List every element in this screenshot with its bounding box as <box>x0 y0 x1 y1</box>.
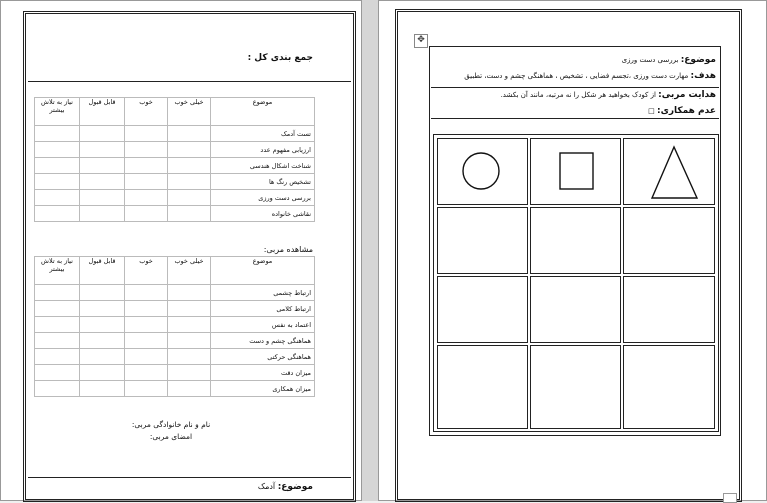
cell <box>35 126 80 142</box>
shape-cell-triangle <box>623 138 715 205</box>
summary-title: جمع بندی کل : <box>247 53 313 63</box>
cell <box>168 142 211 158</box>
col-topic: موضوع <box>211 98 315 126</box>
row-label: هماهنگی حرکتی <box>211 349 315 365</box>
cell <box>80 301 125 317</box>
table-row <box>35 126 315 142</box>
table-row <box>35 206 315 222</box>
observation-title: مشاهده مربی: <box>263 245 313 254</box>
cell <box>80 365 125 381</box>
drawing-cell[interactable] <box>530 207 621 274</box>
cell <box>35 174 80 190</box>
cell <box>168 301 211 317</box>
cell <box>80 333 125 349</box>
cell <box>35 317 80 333</box>
drawing-cell[interactable] <box>623 207 715 274</box>
drawing-cell[interactable] <box>623 345 715 429</box>
row-label: تست آدمک <box>211 126 315 142</box>
header-divider <box>431 87 719 88</box>
drawing-cell[interactable] <box>623 276 715 343</box>
cell <box>168 317 211 333</box>
summary-divider <box>28 81 351 82</box>
col-good: خوب <box>125 257 168 285</box>
goal-value: مهارت دست ورزی ،تجسم فضایی ، تشخیص ، هماهنگی چشم و دست، تطبیق <box>464 72 689 80</box>
col-needs-effort: نیاز به تلاش بیشتر <box>35 257 80 285</box>
cell <box>125 349 168 365</box>
col-very-good: خیلی خوب <box>168 257 211 285</box>
table-row <box>35 142 315 158</box>
row-label: ارتباط چشمی <box>211 285 315 301</box>
guide-line <box>501 90 716 100</box>
table-row <box>35 285 315 301</box>
circle-icon <box>438 139 527 204</box>
cell <box>80 142 125 158</box>
cell <box>168 158 211 174</box>
no-cooperation-label: عدم همکاری: <box>657 106 716 116</box>
evaluation-header-row <box>35 98 315 126</box>
row-label: میزان همکاری <box>211 381 315 397</box>
row-label: تشخیص رنگ ها <box>211 174 315 190</box>
cell <box>80 317 125 333</box>
cell <box>80 126 125 142</box>
cell <box>125 206 168 222</box>
cell <box>125 158 168 174</box>
cell <box>35 333 80 349</box>
page-gutter <box>362 0 378 501</box>
instructions-divider <box>431 118 719 119</box>
row-label: شناخت اشکال هندسی <box>211 158 315 174</box>
cell <box>80 190 125 206</box>
cell <box>35 365 80 381</box>
cell <box>125 285 168 301</box>
cell <box>80 206 125 222</box>
table-row <box>35 317 315 333</box>
table-row <box>35 365 315 381</box>
col-good: خوب <box>125 98 168 126</box>
cell <box>125 142 168 158</box>
footer-topic-label: موضوع: <box>277 482 313 492</box>
col-topic: موضوع <box>211 257 315 285</box>
row-label: میزان دقت <box>211 365 315 381</box>
topic-label: موضوع: <box>680 55 716 65</box>
topic-line <box>622 55 716 65</box>
cell <box>168 190 211 206</box>
table-row <box>35 158 315 174</box>
cell <box>125 126 168 142</box>
triangle-icon <box>624 139 714 204</box>
cell <box>168 126 211 142</box>
left-page <box>0 0 362 501</box>
drawing-cell[interactable] <box>437 276 528 343</box>
row-label: ارتباط کلامی <box>211 301 315 317</box>
table-move-handle-icon[interactable]: ✥ <box>414 34 428 48</box>
shape-cell-circle <box>437 138 528 205</box>
cell <box>35 206 80 222</box>
cell <box>80 349 125 365</box>
row-label: نقاشی خانواده <box>211 206 315 222</box>
cell <box>35 158 80 174</box>
cell <box>125 333 168 349</box>
table-row <box>35 190 315 206</box>
table-row <box>35 333 315 349</box>
cell <box>125 365 168 381</box>
cell <box>125 317 168 333</box>
row-label: اعتماد به نفس <box>211 317 315 333</box>
cell <box>125 381 168 397</box>
col-very-good: خیلی خوب <box>168 98 211 126</box>
shape-cell-square <box>530 138 621 205</box>
table-row <box>35 349 315 365</box>
cell <box>168 285 211 301</box>
drawing-cell[interactable] <box>437 207 528 274</box>
cell <box>80 381 125 397</box>
drawing-cell[interactable] <box>530 345 621 429</box>
row-label: هماهنگی چشم و دست <box>211 333 315 349</box>
col-needs-effort: نیاز به تلاش بیشتر <box>35 98 80 126</box>
cell <box>35 190 80 206</box>
topic-value: بررسی دست ورزی <box>621 56 679 64</box>
drawing-cell[interactable] <box>530 276 621 343</box>
checkbox-icon[interactable]: □ <box>648 107 655 115</box>
cell <box>35 349 80 365</box>
cell <box>35 381 80 397</box>
guide-label: هدایت مربی: <box>658 90 716 100</box>
footer-topic <box>258 482 313 492</box>
cell <box>125 301 168 317</box>
evaluation-table <box>34 97 315 222</box>
right-page <box>378 0 767 501</box>
resize-handle[interactable] <box>723 493 737 503</box>
footer-topic-value: آدمک <box>257 482 276 491</box>
cell <box>125 190 168 206</box>
goal-line <box>464 71 716 81</box>
row-label: بررسی دست ورزی <box>211 190 315 206</box>
cell <box>35 285 80 301</box>
table-row <box>35 301 315 317</box>
cell <box>80 285 125 301</box>
goal-label: هدف: <box>690 71 716 81</box>
cell <box>168 333 211 349</box>
table-row <box>35 381 315 397</box>
coach-name-label: نام و نام خانوادگی مربی: <box>131 420 211 429</box>
cell <box>80 158 125 174</box>
col-acceptable: قابل قبول <box>80 98 125 126</box>
guide-value: از کودک بخواهید هر شکل را نه مرتبه، مانند آن بکشد. <box>500 91 656 99</box>
cell <box>168 349 211 365</box>
cell <box>125 174 168 190</box>
cell <box>168 206 211 222</box>
cell <box>168 365 211 381</box>
row-label: ارزیابی مفهوم عدد <box>211 142 315 158</box>
observation-table <box>34 256 315 397</box>
cell <box>35 142 80 158</box>
cell <box>80 174 125 190</box>
col-acceptable: قابل قبول <box>80 257 125 285</box>
square-icon <box>531 139 620 204</box>
cell <box>168 381 211 397</box>
footer-divider <box>28 477 351 478</box>
no-cooperation-line <box>648 106 716 116</box>
drawing-cell[interactable] <box>437 345 528 429</box>
coach-signature-label: امضای مربی: <box>149 432 193 441</box>
observation-header-row <box>35 257 315 285</box>
cell <box>168 174 211 190</box>
cell <box>35 301 80 317</box>
table-row <box>35 174 315 190</box>
